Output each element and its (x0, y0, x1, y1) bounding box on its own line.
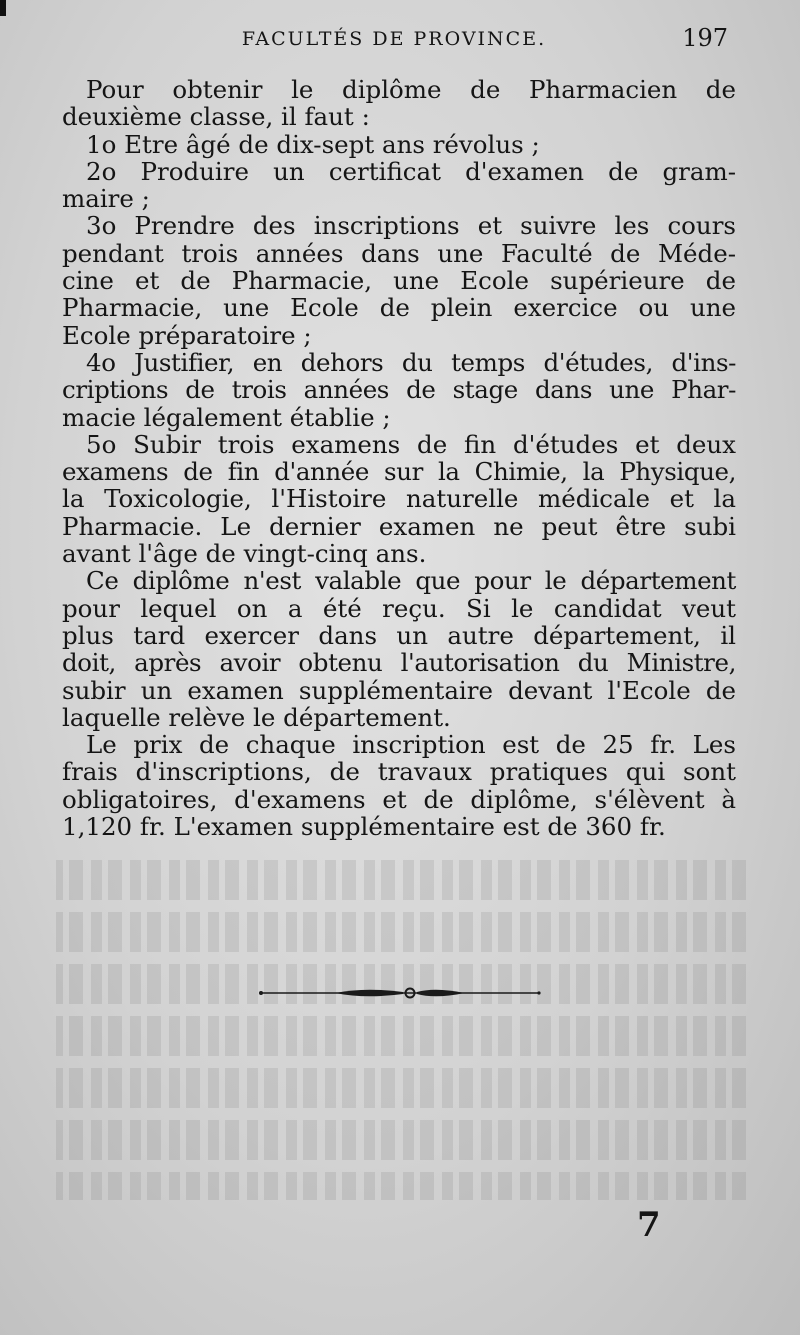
text-line: la Toxicologie, l'Histoire naturelle médicale et la (62, 484, 736, 514)
text-line: 5o Subir trois examens de fin d'études et deux (86, 429, 736, 459)
text-line: examens de fin d'année sur la Chimie, la Physique, (62, 457, 736, 487)
text-line: 2o Produire un certificat d'examen de gram- (86, 156, 736, 186)
text-line: Ce diplôme n'est valable que pour le département (86, 566, 736, 596)
text-line: cine et de Pharmacie, une Ecole supérieure de (62, 266, 736, 296)
text-line: subir un examen supplémentaire devant l'Ecole de (62, 675, 736, 705)
running-title: FACULTÉS DE PROVINCE. (241, 28, 547, 50)
text-line: obligatoires, d'examens et de diplôme, s'élèvent à (62, 784, 736, 814)
page-body (62, 76, 736, 840)
text-line: Pharmacie. Le dernier examen ne peut être subi (62, 511, 736, 541)
text-line: pour lequel on a été reçu. Si le candidat veut (62, 593, 736, 623)
text-line: plus tard exercer dans un autre département, il (62, 620, 736, 650)
text-line: frais d'inscriptions, de travaux pratiques qui sont (62, 757, 736, 787)
text-line: pendant trois années dans une Faculté de Méde- (62, 238, 736, 268)
text-line: doit, après avoir obtenu l'autorisation du Ministre, (62, 648, 736, 678)
text-line: maire ; (62, 184, 150, 214)
bleed-through-text (56, 860, 746, 1200)
page-number: 197 (682, 24, 728, 52)
text-line: 1o Etre âgé de dix-sept ans révolus ; (86, 129, 540, 159)
text-line: macie légalement établie ; (62, 402, 391, 432)
text-line: Ecole préparatoire ; (62, 320, 312, 350)
text-line: 4o Justifier, en dehors du temps d'études, d'ins- (86, 347, 736, 377)
text-line: criptions de trois années de stage dans une Phar- (62, 375, 736, 405)
text-line: Le prix de chaque inscription est de 25 fr. Les (86, 730, 736, 760)
text-line: 1,120 fr. L'examen supplémentaire est de 360 fr. (62, 812, 666, 842)
text-line: avant l'âge de vingt-cinq ans. (62, 539, 427, 569)
text-line: Pour obtenir le diplôme de Pharmacien de (86, 75, 736, 104)
signature-mark: 7 (637, 1205, 661, 1245)
text-line: Pharmacie, une Ecole de plein exercice ou une (62, 293, 736, 323)
text-line: 3o Prendre des inscriptions et suivre les cours (86, 211, 736, 241)
page-corner-mark (0, 0, 6, 16)
page-header (60, 24, 728, 52)
ornamental-divider (255, 982, 545, 1004)
text-line: laquelle relève le département. (62, 702, 451, 732)
text-line: deuxième classe, il faut : (62, 102, 370, 132)
